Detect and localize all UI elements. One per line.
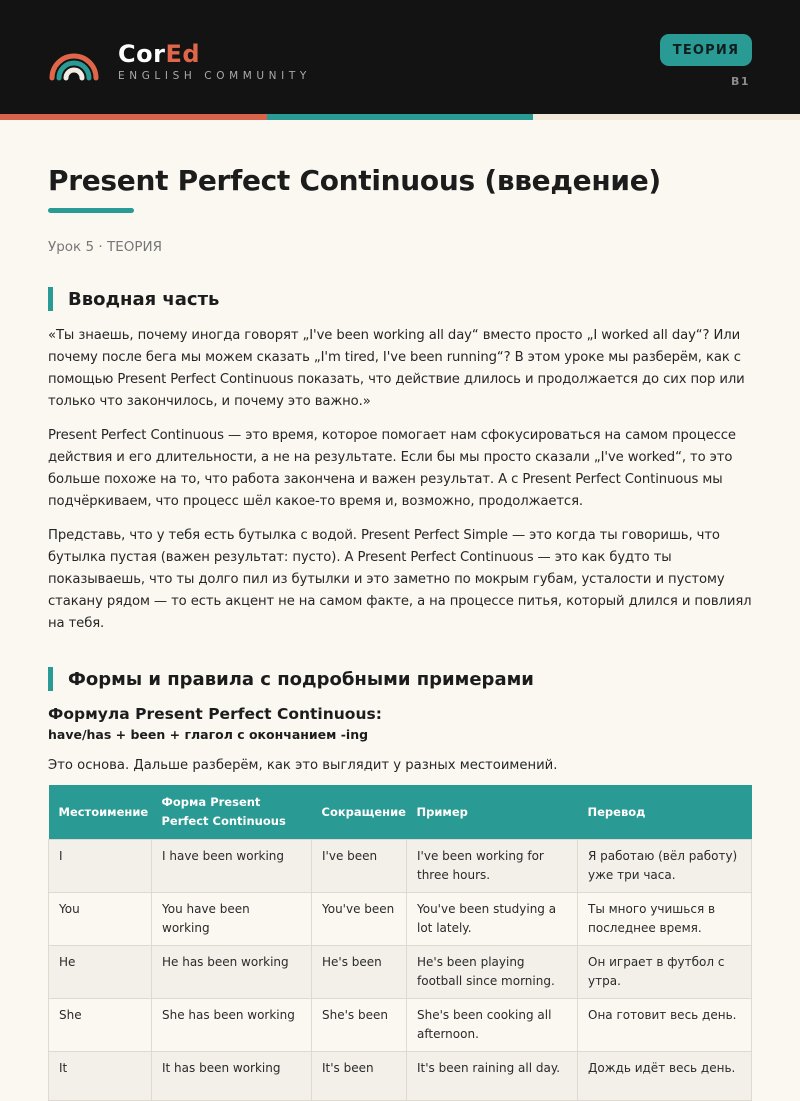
header-stripe (0, 114, 800, 120)
section-heading-forms (48, 667, 752, 691)
table-header-cell: Сокращение (312, 785, 407, 840)
section-heading-intro (48, 287, 752, 311)
table-cell: You've been (312, 893, 407, 946)
table-header-row (49, 785, 752, 840)
page-title: Present Perfect Continuous (введение) (48, 164, 661, 197)
table-cell: You've been studying a lot lately. (407, 893, 578, 946)
stripe-orange (0, 114, 267, 120)
section-accent-bar (48, 667, 53, 691)
table-cell: Я работаю (вёл работу) уже три часа. (578, 840, 752, 893)
brand-name-part1: Cor (118, 40, 166, 68)
level-badge: B1 (730, 75, 750, 88)
brand (118, 40, 311, 82)
table-cell: Ты много учишься в последнее время. (578, 893, 752, 946)
table-row (49, 1052, 752, 1101)
table-cell: You have been working (152, 893, 312, 946)
lesson-meta: Урок 5 · ТЕОРИЯ (48, 239, 162, 255)
stripe-cream (533, 114, 800, 120)
theory-button[interactable]: ТЕОРИЯ (660, 34, 752, 66)
table-row (49, 946, 752, 999)
table-cell: I (49, 840, 152, 893)
brand-subtitle: ENGLISH COMMUNITY (118, 70, 311, 82)
rainbow-logo-icon (48, 46, 100, 84)
table-cell: He's been playing football since morning. (407, 946, 578, 999)
formula-note: Это основа. Дальше разберём, как это выглядит у разных местоимений. (48, 758, 558, 773)
table-cell: He's been (312, 946, 407, 999)
table-row (49, 999, 752, 1052)
main-content (0, 164, 800, 1101)
brand-name (118, 40, 311, 68)
section-accent-bar (48, 287, 53, 311)
intro-paragraph: Представь, что у тебя есть бутылка с водой. Present Perfect Simple — это когда ты говоришь, что бутылка пустая (важен результат: пусто). А Present Perfect Continuous — это как будто ты показываешь, что ты долго пил из бутылки и это заметно по мокрым губам, усталости и пустому стакану рядом — то есть акцент не на самом факте, а на процессе питья, который длился и повлиял на тебя. (48, 528, 752, 631)
table-cell: She (49, 999, 152, 1052)
logo[interactable] (48, 40, 311, 84)
table-cell: He has been working (152, 946, 312, 999)
forms-table (48, 785, 752, 1101)
table-row (49, 840, 752, 893)
table-cell: I've been working for three hours. (407, 840, 578, 893)
table-cell: She has been working (152, 999, 312, 1052)
formula-title: Формула Present Perfect Continuous: (48, 705, 382, 723)
table-cell: It has been working (152, 1052, 312, 1101)
table-header-cell: Местоимение (49, 785, 152, 840)
table-cell: You (49, 893, 152, 946)
table-cell: She's been (312, 999, 407, 1052)
table-cell: He (49, 946, 152, 999)
section-title: Формы и правила с подробными примерами (68, 668, 534, 690)
formula: have/has + been + глагол с окончанием -ing (48, 727, 369, 742)
table-cell: It's been (312, 1052, 407, 1101)
table-cell: Он играет в футбол с утра. (578, 946, 752, 999)
table-cell: Она готовит весь день. (578, 999, 752, 1052)
stripe-teal (267, 114, 534, 120)
table-cell: I have been working (152, 840, 312, 893)
table-cell: I've been (312, 840, 407, 893)
title-underline (48, 208, 134, 213)
table-cell: It (49, 1052, 152, 1101)
table-header-cell: Пример (407, 785, 578, 840)
table-cell: She's been cooking all afternoon. (407, 999, 578, 1052)
table-cell: It's been raining all day. (407, 1052, 578, 1101)
table-cell: Дождь идёт весь день. (578, 1052, 752, 1101)
table-row (49, 893, 752, 946)
table-header-cell: Форма Present Perfect Continuous (152, 785, 312, 840)
brand-name-part2: Ed (165, 40, 201, 68)
intro-paragraph: «Ты знаешь, почему иногда говорят „I've been working all day“ вместо просто „I worked all day“? Или почему после бега мы можем сказать „I'm tired, I've been running“? В этом уроке мы разберём, как с помощью Present Perfect Continuous показать, что действие длилось и продолжается до сих пор или только что закончилось, и почему это важно.» (48, 328, 745, 409)
section-title: Вводная часть (68, 288, 220, 310)
table-header-cell: Перевод (578, 785, 752, 840)
page-header (0, 0, 800, 114)
intro-paragraph: Present Perfect Continuous — это время, которое помогает нам сфокусироваться на самом процессе действия и его длительности, а не на результате. Если бы мы просто сказали „I've worked“, то это больше похоже на то, что работа закончена и важен результат. А с Present Perfect Continuous мы подчёркиваем, что процесс шёл какое-то время и, возможно, продолжается. (48, 428, 736, 509)
